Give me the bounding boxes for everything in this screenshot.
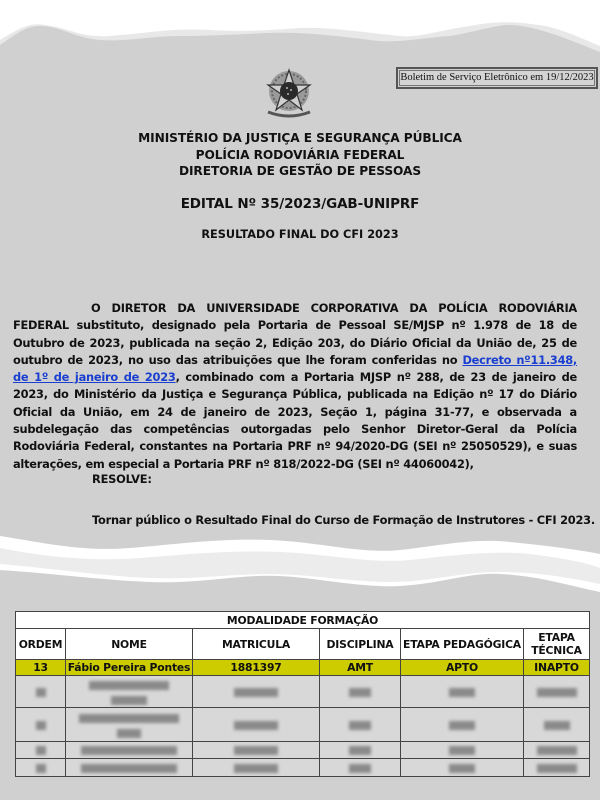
table-row-redacted — [16, 742, 590, 759]
preamble-paragraph — [13, 300, 577, 473]
torn-edge-middle — [0, 528, 600, 608]
edital-title: EDITAL Nº 35/2023/GAB-UNIPRF — [180, 196, 420, 212]
resolution-text: Tornar público o Resultado Final do Curso de Formação de Instrutores - CFI 2023. — [92, 513, 595, 527]
preamble-text-2: , combinado com a Portaria MJSP nº 288, de 23 de janeiro de 2023, do Ministério da Justiça e Segurança Pública, publicada na Edição nº 17 do Diário Oficial da União, em 24 de janeiro de 2023, Seção 1, página 31-77, e observada a subdelegação das competências outorgadas pelo Senhor Diretor-Geral da Polícia Rodoviária Federal, constantes na Portaria PRF nº 94/2020-DG (SEI nº 25050529), e suas alterações, em especial a Portaria PRF nº 818/2022-DG (SEI nº 44060042), — [13, 370, 577, 471]
resolve-heading: RESOLVE: — [92, 472, 152, 486]
cell-ordem: 13 — [16, 660, 66, 676]
electronic-bulletin-stamp: Boletim de Serviço Eletrônico em 19/12/2023 — [396, 67, 598, 89]
cell-etapa-tecnica: INAPTO — [524, 660, 590, 676]
column-header-disciplina: DISCIPLINA — [320, 629, 401, 660]
brazil-coat-of-arms-icon — [262, 66, 316, 122]
column-header-etapa-pedagogica: ETAPA PEDAGÓGICA — [401, 629, 524, 660]
ministry-line: MINISTÉRIO DA JUSTIÇA E SEGURANÇA PÚBLICA — [138, 131, 462, 145]
results-table — [15, 611, 590, 777]
column-header-ordem: ORDEM — [16, 629, 66, 660]
table-row-redacted — [16, 759, 590, 777]
table-row-redacted — [16, 676, 590, 708]
table-row-highlighted — [16, 660, 590, 676]
table-title: MODALIDADE FORMAÇÃO — [16, 612, 590, 629]
institution-header — [0, 130, 600, 180]
column-header-matricula: MATRICULA — [193, 629, 320, 660]
column-header-etapa-tecnica: ETAPA TÉCNICA — [524, 629, 590, 660]
cell-etapa-pedagogica: APTO — [401, 660, 524, 676]
directorate-line: DIRETORIA DE GESTÃO DE PESSOAS — [178, 164, 422, 178]
police-line: POLÍCIA RODOVIÁRIA FEDERAL — [195, 147, 405, 162]
decree-link[interactable]: Decreto nº11.348, de 1º de janeiro de 2023 — [13, 352, 577, 385]
table-row-redacted — [16, 708, 590, 742]
column-header-nome: NOME — [66, 629, 193, 660]
result-title: RESULTADO FINAL DO CFI 2023 — [201, 228, 399, 241]
cell-nome: Fábio Pereira Pontes — [66, 660, 193, 676]
cell-disciplina: AMT — [320, 660, 401, 676]
cell-matricula: 1881397 — [193, 660, 320, 676]
preamble-text-1: O DIRETOR DA UNIVERSIDADE CORPORATIVA DA POLÍCIA RODOVIÁRIA FEDERAL substituto, designado pela Portaria de Pessoal SE/MJSP nº 1.978 de 18 de Outubro de 2023, publicada na seção 2, Edição 203, do Diário Oficial da União de, 25 de outubro de 2023, no uso das atribuições que lhe foram conferidas no — [13, 301, 577, 367]
torn-edge-top — [0, 0, 600, 52]
